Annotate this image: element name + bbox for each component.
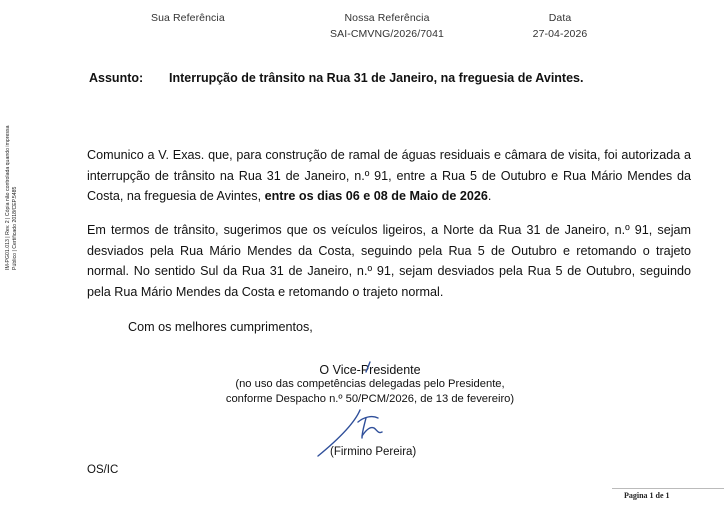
delegation-line-2: conforme Despacho n.º 50/PCM/2026, de 13 de fevereiro) [225,393,515,405]
body-paragraph-1 [87,145,691,207]
footer-divider [612,488,724,489]
author-initials: OS/IC [87,464,119,476]
closing-line: Com os melhores cumprimentos, [128,320,313,334]
handwritten-signature [300,360,440,460]
paragraph-1-text: Comunico a V. Exas. que, para construção de ramal de águas residuais e câmara de visita, foi autorizada a interrupção de trânsito na Rua 31 de Janeiro, n.º 91, entre a Rua 5 de Outubro e Rua Mário Mendes da Costa, na freguesia de Avintes, [87,148,691,203]
paragraph-1-end: . [487,189,492,203]
page-number: Pagina 1 de 1 [624,491,670,500]
body-paragraph-2: Em termos de trânsito, sugerimos que os veículos ligeiros, a Norte da Rua 31 de Janeiro, n.º 91, sejam desviados pela Rua Mário Mendes da Costa, seguindo pela Rua 5 de Outubro e retomando o trajeto normal. No sentido Sul da Rua 31 de Janeiro, n.º 91, sejam desviados pela Rua 5 de Outubro, seguindo pela Rua Mário Mendes da Costa e retomando o trajeto normal. [87,223,691,299]
margin-note-line-1: IM-PG01.013 | Rev. 2 | Cópia não controlada quando impressa [5,125,11,270]
date-label: Data [548,12,572,24]
our-reference-label: Nossa Referência [344,12,430,24]
date-value: 27-04-2026 [532,28,588,40]
signatory-name: (Firmino Pereira) [330,446,417,458]
margin-document-code [5,60,18,270]
delegation-line-1: (no uso das competências delegadas pelo Presidente, [235,378,505,390]
subject-text: Interrupção de trânsito na Rua 31 de Janeiro, na freguesia de Avintes. [169,71,584,85]
signatory-title: O Vice-Presidente [319,363,421,377]
our-reference-value: SAI-CMVNG/2026/7041 [330,28,444,40]
paragraph-1-dates: entre os dias 06 e 08 de Maio de 2026 [264,189,488,203]
your-reference-label: Sua Referência [151,12,225,24]
subject-label: Assunto: [89,71,144,85]
margin-note-line-2: Público | Certificado 2018/CEP.5485 [12,186,18,270]
